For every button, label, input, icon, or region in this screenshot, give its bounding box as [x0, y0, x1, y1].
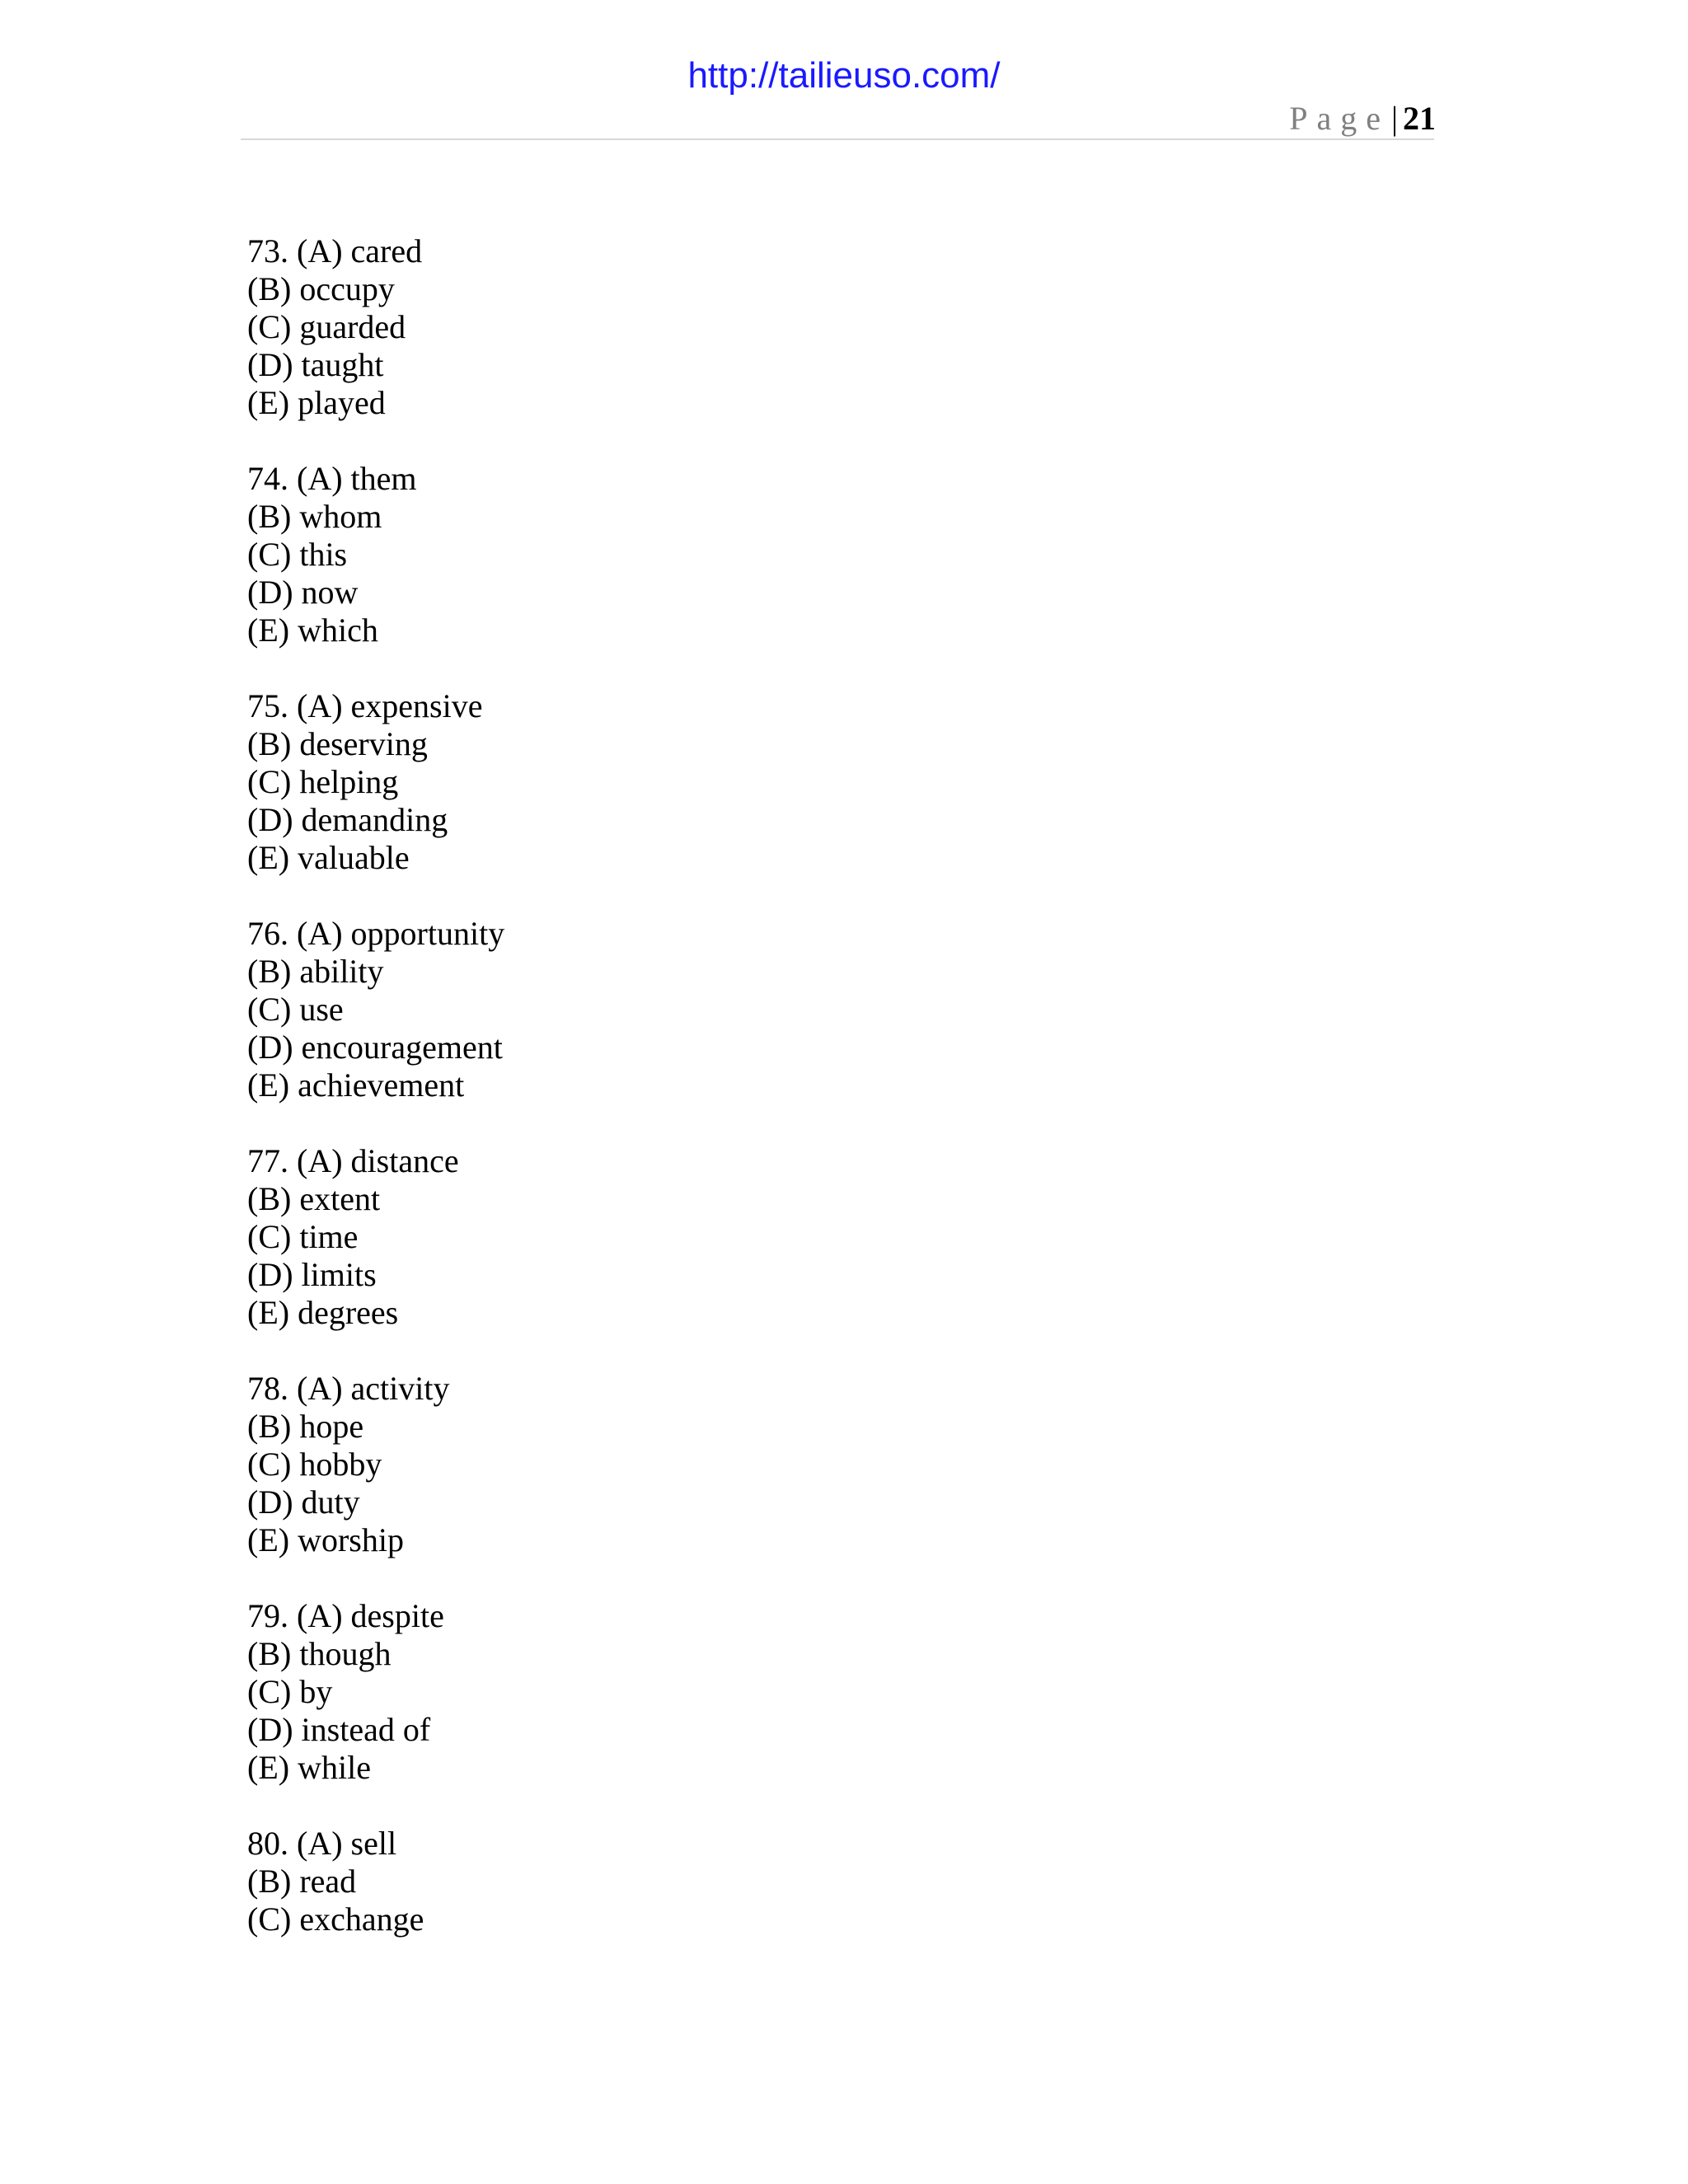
option-letter: (A): [297, 232, 343, 269]
option-letter: (D): [247, 1029, 293, 1066]
option-line: [247, 308, 1401, 346]
option-text: worship: [298, 1521, 404, 1558]
option-line: [247, 1066, 1401, 1104]
option-text: limits: [301, 1256, 377, 1293]
option-line: [247, 1029, 1401, 1066]
option-text: instead of: [301, 1711, 431, 1748]
option-line: [247, 1483, 1401, 1521]
option-text: valuable: [298, 839, 410, 876]
question-number: 78.: [247, 1370, 288, 1407]
option-text: opportunity: [350, 915, 505, 952]
question-number: 79.: [247, 1597, 288, 1634]
option-letter: (B): [247, 1180, 292, 1217]
option-line: [247, 1408, 1401, 1446]
option-letter: (A): [297, 1142, 343, 1179]
option-letter: (E): [247, 1521, 290, 1558]
option-line: [247, 953, 1401, 991]
option-text: exchange: [299, 1900, 424, 1938]
option-line: [247, 1749, 1401, 1787]
question-74: [247, 460, 1401, 649]
option-letter: (D): [247, 346, 293, 383]
option-letter: (B): [247, 270, 292, 307]
option-text: despite: [350, 1597, 444, 1634]
question-number: 75.: [247, 687, 288, 724]
question-78: [247, 1370, 1401, 1559]
option-line: [247, 1863, 1401, 1900]
option-text: distance: [350, 1142, 459, 1179]
option-letter: (D): [247, 1256, 293, 1293]
question-line: [247, 232, 1401, 270]
option-text: encouragement: [301, 1029, 503, 1066]
option-letter: (A): [297, 915, 343, 952]
option-text: which: [298, 612, 378, 649]
option-letter: (C): [247, 1673, 292, 1710]
option-letter: (E): [247, 1749, 290, 1786]
question-line: [247, 1370, 1401, 1408]
question-line: [247, 915, 1401, 953]
option-letter: (B): [247, 498, 292, 535]
question-77: [247, 1142, 1401, 1332]
question-list: [247, 232, 1401, 1976]
option-text: expensive: [350, 687, 483, 724]
option-line: [247, 498, 1401, 536]
option-letter: (C): [247, 763, 292, 800]
option-line: [247, 1900, 1401, 1938]
option-line: [247, 536, 1401, 574]
option-text: sell: [350, 1825, 397, 1862]
option-letter: (C): [247, 1446, 292, 1483]
option-line: [247, 991, 1401, 1029]
question-line: [247, 1825, 1401, 1863]
option-text: now: [301, 574, 359, 611]
question-number: 77.: [247, 1142, 288, 1179]
question-76: [247, 915, 1401, 1104]
option-line: [247, 801, 1401, 839]
option-letter: (A): [297, 687, 343, 724]
option-line: [247, 1218, 1401, 1256]
option-line: [247, 270, 1401, 308]
option-text: use: [299, 991, 344, 1028]
option-text: degrees: [298, 1294, 399, 1331]
option-letter: (E): [247, 839, 290, 876]
option-letter: (C): [247, 991, 292, 1028]
option-text: read: [299, 1863, 357, 1900]
option-letter: (C): [247, 308, 292, 345]
page-word: Page: [1289, 100, 1390, 137]
option-letter: (C): [247, 1900, 292, 1938]
option-text: helping: [299, 763, 399, 800]
option-text: this: [299, 536, 348, 573]
option-line: [247, 763, 1401, 801]
option-text: ability: [299, 953, 384, 990]
option-line: [247, 1521, 1401, 1559]
question-80: [247, 1825, 1401, 1938]
header-url-link[interactable]: http://tailieuso.com/: [687, 55, 1001, 96]
option-text: guarded: [299, 308, 406, 345]
option-line: [247, 1180, 1401, 1218]
question-79: [247, 1597, 1401, 1787]
option-letter: (A): [297, 1597, 343, 1634]
option-text: taught: [301, 346, 384, 383]
option-text: deserving: [299, 725, 428, 762]
option-letter: (D): [247, 574, 293, 611]
option-text: hobby: [299, 1446, 382, 1483]
question-line: [247, 460, 1401, 498]
option-line: [247, 1446, 1401, 1483]
question-73: [247, 232, 1401, 422]
question-line: [247, 1142, 1401, 1180]
option-text: extent: [299, 1180, 381, 1217]
option-letter: (A): [297, 460, 343, 497]
page-separator: |: [1390, 100, 1398, 137]
option-line: [247, 1635, 1401, 1673]
option-letter: (C): [247, 1218, 292, 1255]
option-line: [247, 1256, 1401, 1294]
option-letter: (E): [247, 1066, 290, 1104]
option-text: time: [299, 1218, 359, 1255]
option-line: [247, 1673, 1401, 1711]
option-letter: (D): [247, 1483, 293, 1521]
option-text: them: [350, 460, 417, 497]
question-number: 74.: [247, 460, 288, 497]
option-line: [247, 1294, 1401, 1332]
option-line: [247, 346, 1401, 384]
question-number: 76.: [247, 915, 288, 952]
option-letter: (E): [247, 612, 290, 649]
option-line: [247, 384, 1401, 422]
option-line: [247, 1711, 1401, 1749]
option-text: cared: [350, 232, 423, 269]
option-letter: (C): [247, 536, 292, 573]
option-text: by: [299, 1673, 333, 1710]
option-text: activity: [350, 1370, 450, 1407]
option-letter: (E): [247, 1294, 290, 1331]
option-text: though: [299, 1635, 392, 1672]
page-number: 21: [1403, 100, 1436, 137]
option-text: played: [298, 384, 386, 421]
page-number-label: [1289, 97, 1436, 140]
option-text: duty: [301, 1483, 360, 1521]
option-letter: (B): [247, 1863, 292, 1900]
question-line: [247, 687, 1401, 725]
option-line: [247, 574, 1401, 612]
option-letter: (B): [247, 953, 292, 990]
question-number: 73.: [247, 232, 288, 269]
option-letter: (E): [247, 384, 290, 421]
option-text: hope: [299, 1408, 364, 1445]
option-line: [247, 839, 1401, 877]
option-letter: (B): [247, 725, 292, 762]
option-text: while: [298, 1749, 371, 1786]
option-text: whom: [299, 498, 382, 535]
option-letter: (D): [247, 1711, 293, 1748]
option-letter: (D): [247, 801, 293, 838]
option-letter: (A): [297, 1825, 343, 1862]
header-divider: [241, 138, 1434, 140]
question-75: [247, 687, 1401, 877]
option-text: occupy: [299, 270, 395, 307]
option-text: achievement: [298, 1066, 465, 1104]
option-letter: (B): [247, 1408, 292, 1445]
option-text: demanding: [301, 801, 448, 838]
option-line: [247, 612, 1401, 649]
option-letter: (B): [247, 1635, 292, 1672]
option-letter: (A): [297, 1370, 343, 1407]
question-line: [247, 1597, 1401, 1635]
option-line: [247, 725, 1401, 763]
question-number: 80.: [247, 1825, 288, 1862]
